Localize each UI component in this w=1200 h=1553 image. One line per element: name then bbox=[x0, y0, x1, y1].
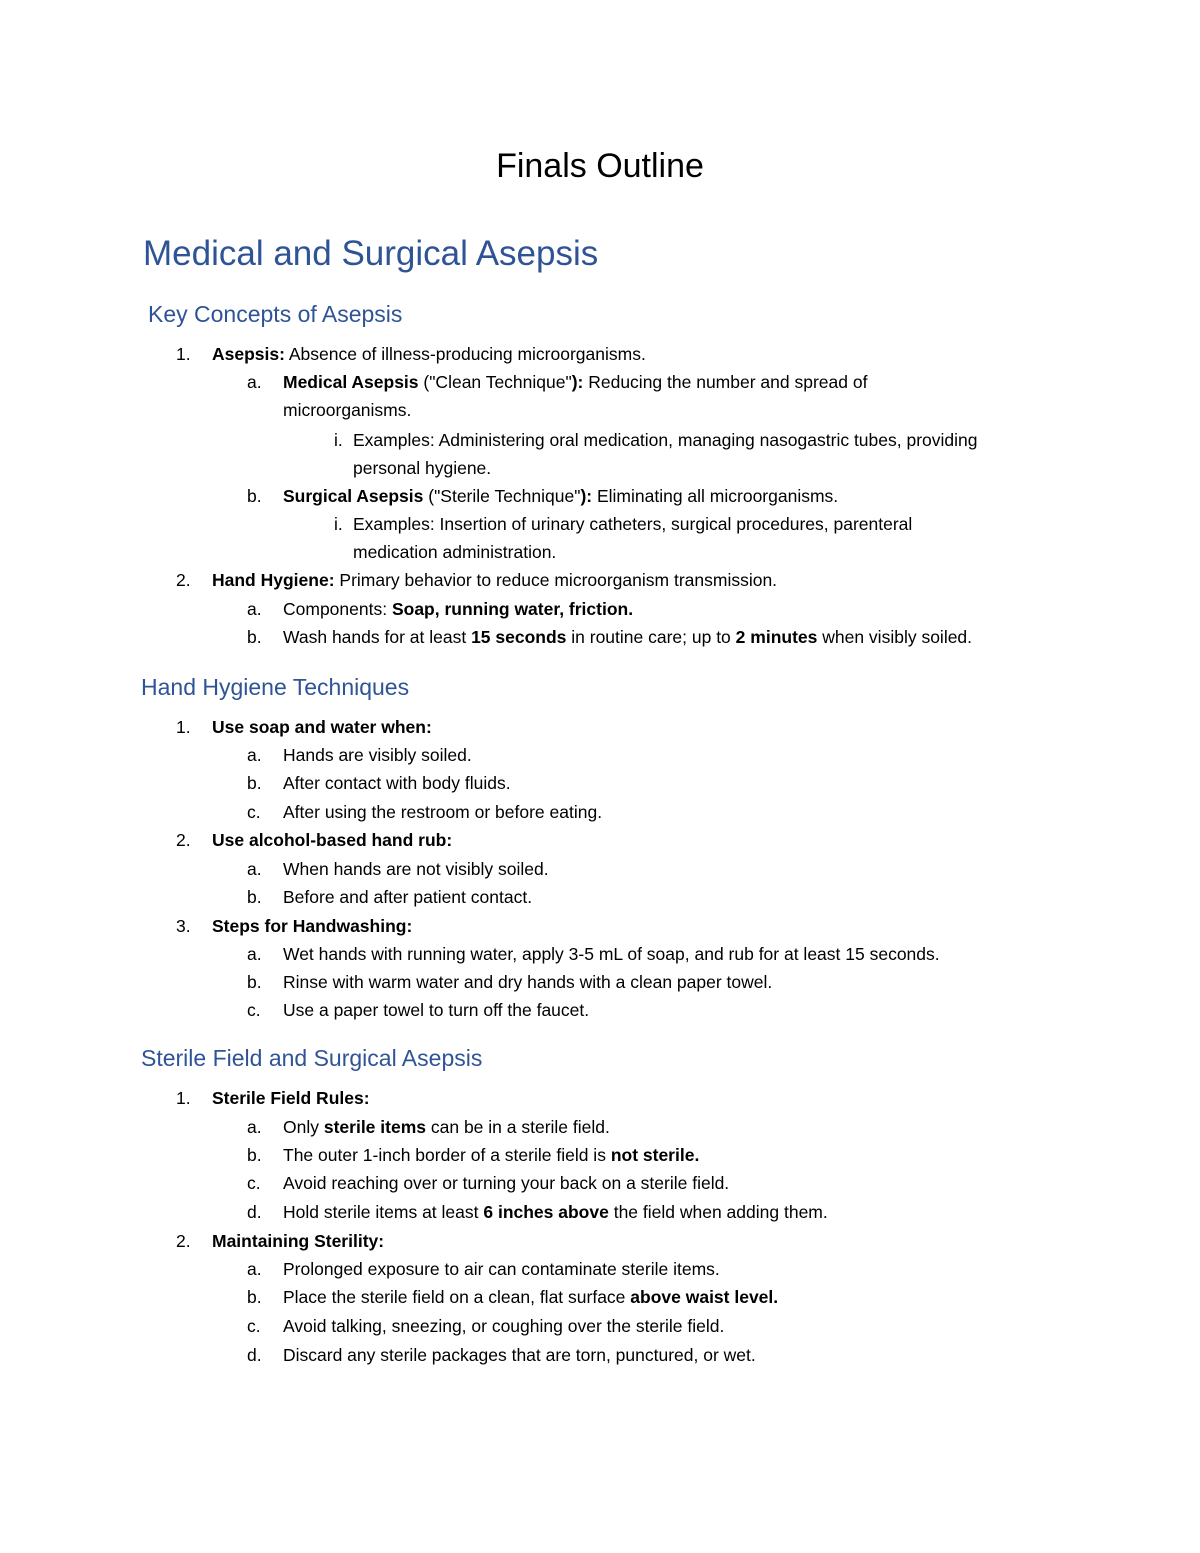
list-item: Hand Hygiene: Primary behavior to reduce microorganism transmission. bbox=[212, 570, 778, 590]
list-item: Discard any sterile packages that are torn, punctured, or wet. bbox=[283, 1345, 756, 1365]
section-heading-hand-hygiene: Hand Hygiene Techniques bbox=[141, 674, 410, 700]
list-item: Sterile Field Rules: bbox=[212, 1088, 370, 1108]
list-item: Wet hands with running water, apply 3-5 mL of soap, and rub for at least 15 seconds. bbox=[283, 944, 940, 964]
list-marker: 2. bbox=[176, 570, 191, 590]
list-item: Wash hands for at least 15 seconds in routine care; up to 2 minutes when visibly soiled. bbox=[283, 627, 973, 647]
list-item: Use soap and water when: bbox=[212, 717, 432, 737]
list-marker: a. bbox=[247, 859, 262, 879]
list-item: Hands are visibly soiled. bbox=[283, 745, 472, 765]
list-marker: 1. bbox=[176, 344, 191, 364]
list-item: Hold sterile items at least 6 inches above the field when adding them. bbox=[283, 1202, 828, 1222]
list-marker: b. bbox=[247, 486, 262, 506]
list-item-continuation: personal hygiene. bbox=[353, 458, 492, 478]
list-marker: 1. bbox=[176, 1088, 191, 1108]
list-item: Surgical Asepsis ("Sterile Technique"): Eliminating all microorganisms. bbox=[283, 486, 839, 506]
list-marker: d. bbox=[247, 1202, 262, 1222]
list-marker: 3. bbox=[176, 916, 191, 936]
list-marker: b. bbox=[247, 1287, 262, 1307]
list-item: Prolonged exposure to air can contaminate sterile items. bbox=[283, 1259, 720, 1279]
list-item: Only sterile items can be in a sterile field. bbox=[283, 1117, 610, 1137]
list-marker: c. bbox=[247, 802, 261, 822]
list-marker: b. bbox=[247, 627, 262, 647]
list-item: Examples: Insertion of urinary catheters, surgical procedures, parenteral bbox=[353, 514, 913, 534]
list-marker: c. bbox=[247, 1316, 261, 1336]
list-marker: a. bbox=[247, 599, 262, 619]
document-title: Finals Outline bbox=[496, 147, 704, 185]
list-item: Avoid talking, sneezing, or coughing over the sterile field. bbox=[283, 1316, 725, 1336]
list-marker: b. bbox=[247, 972, 262, 992]
section-heading-key-concepts: Key Concepts of Asepsis bbox=[148, 301, 403, 327]
list-item: When hands are not visibly soiled. bbox=[283, 859, 549, 879]
list-item: Components: Soap, running water, friction. bbox=[283, 599, 634, 619]
list-item: Place the sterile field on a clean, flat surface above waist level. bbox=[283, 1287, 779, 1307]
list-item: Medical Asepsis ("Clean Technique"): Reducing the number and spread of bbox=[283, 372, 868, 392]
list-item: Asepsis: Absence of illness-producing microorganisms. bbox=[212, 344, 646, 364]
list-marker: 1. bbox=[176, 717, 191, 737]
list-item: Use a paper towel to turn off the faucet. bbox=[283, 1000, 590, 1020]
list-item: After contact with body fluids. bbox=[283, 773, 511, 793]
list-marker: a. bbox=[247, 372, 262, 392]
list-item: Maintaining Sterility: bbox=[212, 1231, 385, 1251]
list-item: Examples: Administering oral medication, managing nasogastric tubes, providing bbox=[353, 430, 978, 450]
list-item-continuation: medication administration. bbox=[353, 542, 557, 562]
list-item: The outer 1-inch border of a sterile field is not sterile. bbox=[283, 1145, 700, 1165]
list-item: After using the restroom or before eating. bbox=[283, 802, 603, 822]
list-marker: c. bbox=[247, 1173, 261, 1193]
list-marker: b. bbox=[247, 773, 262, 793]
list-item: Steps for Handwashing: bbox=[212, 916, 413, 936]
list-marker: i. bbox=[334, 514, 343, 534]
list-marker: a. bbox=[247, 1259, 262, 1279]
list-item: Avoid reaching over or turning your back on a sterile field. bbox=[283, 1173, 730, 1193]
list-item: Use alcohol-based hand rub: bbox=[212, 830, 453, 850]
list-marker: a. bbox=[247, 944, 262, 964]
list-marker: 2. bbox=[176, 830, 191, 850]
main-heading: Medical and Surgical Asepsis bbox=[143, 234, 599, 273]
list-item: Before and after patient contact. bbox=[283, 887, 533, 907]
list-marker: 2. bbox=[176, 1231, 191, 1251]
list-marker: b. bbox=[247, 887, 262, 907]
list-marker: b. bbox=[247, 1145, 262, 1165]
section-heading-sterile-field: Sterile Field and Surgical Asepsis bbox=[141, 1045, 483, 1071]
list-marker: d. bbox=[247, 1345, 262, 1365]
list-marker: a. bbox=[247, 745, 262, 765]
list-item: Rinse with warm water and dry hands with a clean paper towel. bbox=[283, 972, 773, 992]
list-marker: c. bbox=[247, 1000, 261, 1020]
list-marker: a. bbox=[247, 1117, 262, 1137]
list-item-continuation: microorganisms. bbox=[283, 400, 412, 420]
list-marker: i. bbox=[334, 430, 343, 450]
